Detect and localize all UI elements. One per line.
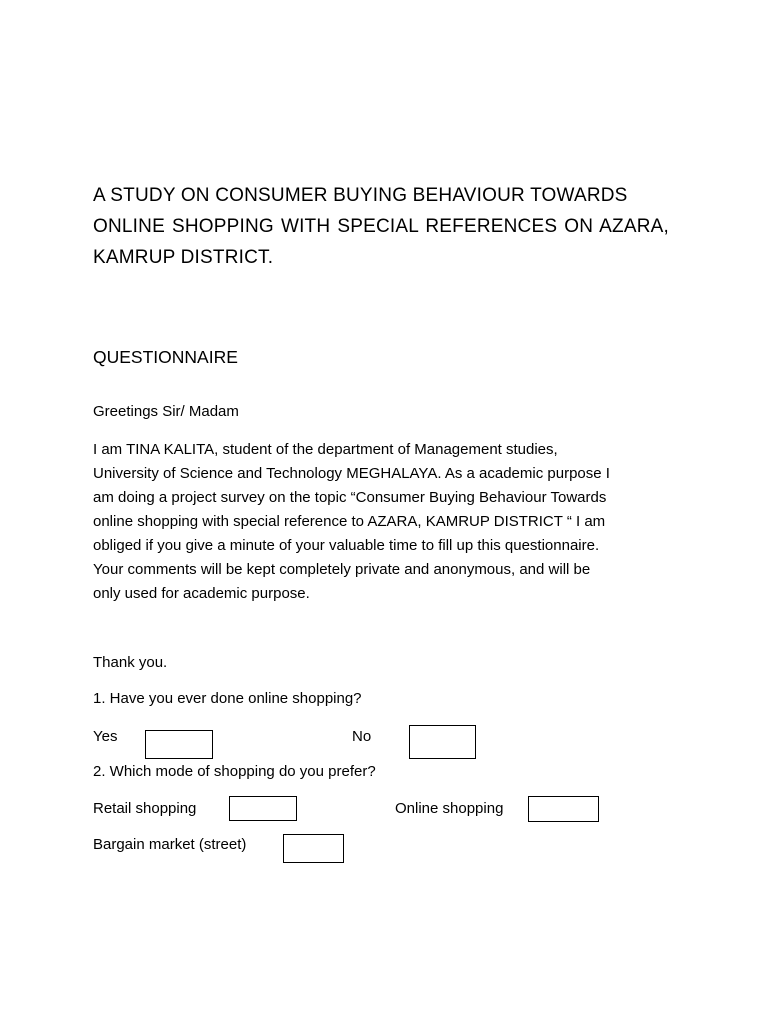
questionnaire-heading: QUESTIONNAIRE — [93, 347, 238, 367]
option-retail-label: Retail shopping — [93, 800, 197, 817]
option-no-label: No — [352, 728, 372, 745]
yes-checkbox[interactable] — [145, 730, 213, 759]
title-line: KAMRUP DISTRICT. — [93, 247, 274, 268]
bargain-market-checkbox[interactable] — [283, 834, 344, 863]
no-checkbox[interactable] — [409, 725, 476, 759]
thank-you-text: Thank you. — [93, 654, 168, 671]
intro-line: online shopping with special reference to AZARA, KAMRUP DISTRICT “ I am — [93, 513, 606, 530]
retail-shopping-checkbox[interactable] — [229, 796, 297, 821]
intro-line: Your comments will be kept completely private and anonymous, and will be — [93, 561, 591, 578]
intro-line: I am TINA KALITA, student of the department of Management studies, — [93, 441, 558, 458]
question-2-text: 2. Which mode of shopping do you prefer? — [93, 763, 376, 780]
question-1-text: 1. Have you ever done online shopping? — [93, 690, 362, 707]
option-bargain-label: Bargain market (street) — [93, 836, 247, 853]
greeting-text: Greetings Sir/ Madam — [93, 403, 239, 420]
intro-line: University of Science and Technology MEGHALAYA. As a academic purpose I — [93, 465, 610, 482]
intro-line: obliged if you give a minute of your valuable time to fill up this questionnaire. — [93, 537, 600, 554]
option-online-label: Online shopping — [395, 800, 504, 817]
option-yes-label: Yes — [93, 728, 118, 745]
title-line: ONLINE SHOPPING WITH SPECIAL REFERENCES ON AZARA, — [93, 216, 669, 237]
intro-line: only used for academic purpose. — [93, 585, 310, 602]
intro-line: am doing a project survey on the topic “Consumer Buying Behaviour Towards — [93, 489, 607, 506]
online-shopping-checkbox[interactable] — [528, 796, 599, 822]
document-title — [93, 180, 673, 273]
intro-paragraph — [93, 438, 673, 606]
title-line: A STUDY ON CONSUMER BUYING BEHAVIOUR TOWARDS — [93, 185, 628, 206]
